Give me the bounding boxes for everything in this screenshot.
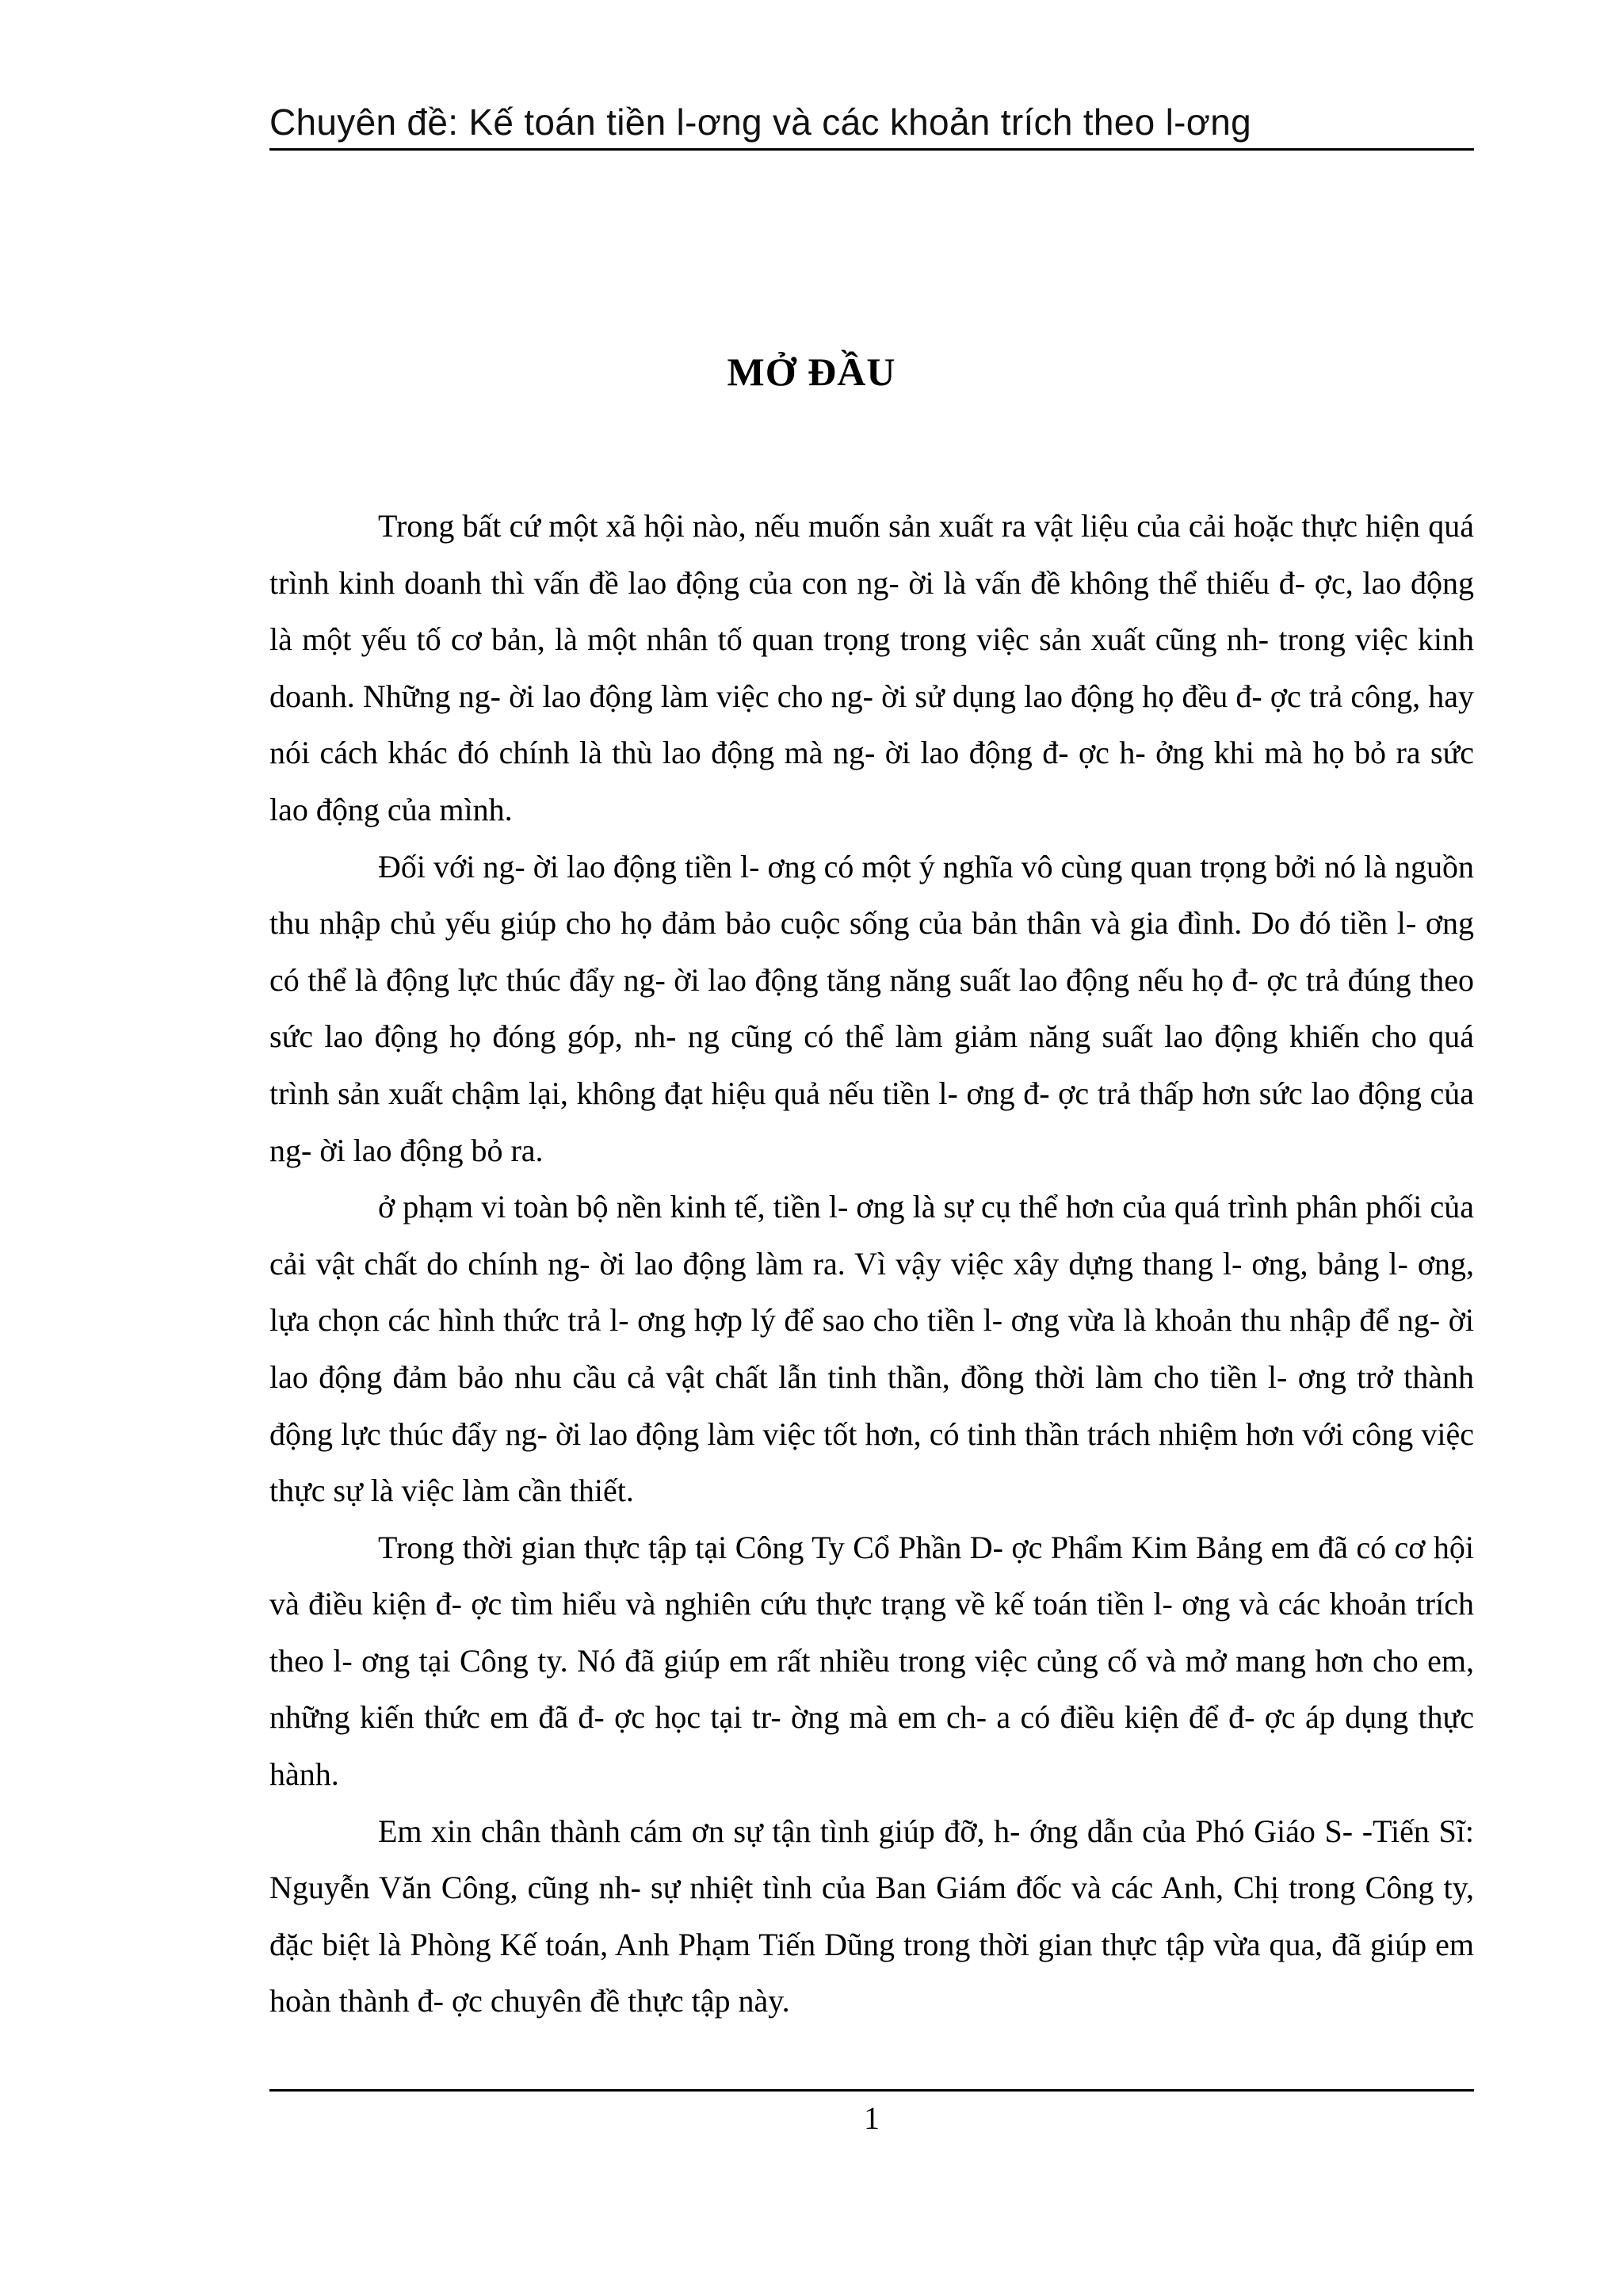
page-number: 1 <box>864 2100 880 2136</box>
paragraph-acknowledgement: Em xin chân thành cám ơn sự tận tình giúp đỡ, h- ớng dẫn của Phó Giáo S- -Tiến Sĩ: Nguyễn Văn Công, cũng nh- sự nhiệt tình của Ban Giám đốc và các Anh, Chị trong Công ty, đặc biệt là Phòng Kế toán, Anh Phạm Tiến Dũng trong thời gian thực tập vừa qua, đã giúp em hoàn thành đ- ợc chuyên đề thực tập này. <box>269 1813 1474 2019</box>
body-text <box>269 498 1474 2030</box>
page-footer <box>269 2089 1474 2136</box>
page-title: MỞ ĐẦU <box>727 350 896 394</box>
header-text: Chuyên đề: Kế toán tiền l-ơng và các khoản trích theo l-ơng <box>269 101 1251 143</box>
paragraph-economy-scope: ở phạm vi toàn bộ nền kinh tế, tiền l- ơng là sự cụ thể hơn của quá trình phân phối của cải vật chất do chính ng- ời lao động làm ra. Vì vậy việc xây dựng thang l- ơng, bảng l- ơng, lựa chọn các hình thức trả l- ơng hợp lý để sao cho tiền l- ơng vừa là khoản thu nhập để ng- ời lao động đảm bảo nhu cầu cả vật chất lẫn tinh thần, đồng thời làm cho tiền l- ơng trở thành động lực thúc đẩy ng- ời lao động làm việc tốt hơn, có tinh thần trách nhiệm hơn với công việc thực sự là việc làm cần thiết. <box>269 1189 1474 1509</box>
paragraph-wages-importance: Đối với ng- ời lao động tiền l- ơng có một ý nghĩa vô cùng quan trọng bởi nó là nguồn thu nhập chủ yếu giúp cho họ đảm bảo cuộc sống của bản thân và gia đình. Do đó tiền l- ơng có thể là động lực thúc đẩy ng- ời lao động tăng năng suất lao động nếu họ đ- ợc trả đúng theo sức lao động họ đóng góp, nh- ng cũng có thể làm giảm năng suất lao động khiến cho quá trình sản xuất chậm lại, không đạt hiệu quả nếu tiền l- ơng đ- ợc trả thấp hơn sức lao động của ng- ời lao động bỏ ra. <box>269 848 1474 1168</box>
paragraph-intro: Trong bất cứ một xã hội nào, nếu muốn sản xuất ra vật liệu của cải hoặc thực hiện quá trình kinh doanh thì vấn đề lao động của con ng- ời là vấn đề không thể thiếu đ- ợc, lao động là một yếu tố cơ bản, là một nhân tố quan trọng trong việc sản xuất cũng nh- trong việc kinh doanh. Những ng- ời lao động làm việc cho ng- ời sử dụng lao động họ đều đ- ợc trả công, hay nói cách khác đó chính là thù lao động mà ng- ời lao động đ- ợc h- ởng khi mà họ bỏ ra sức lao động của mình. <box>269 508 1474 827</box>
paragraph-internship: Trong thời gian thực tập tại Công Ty Cổ Phần D- ợc Phẩm Kim Bảng em đã có cơ hội và điều kiện đ- ợc tìm hiểu và nghiên cứu thực trạng về kế toán tiền l- ơng và các khoản trích theo l- ơng tại Công ty. Nó đã giúp em rất nhiều trong việc củng cố và mở mang hơn cho em, những kiến thức em đã đ- ợc học tại tr- ờng mà em ch- a có điều kiện để đ- ợc áp dụng thực hành. <box>269 1529 1474 1793</box>
page-header <box>269 89 1474 151</box>
